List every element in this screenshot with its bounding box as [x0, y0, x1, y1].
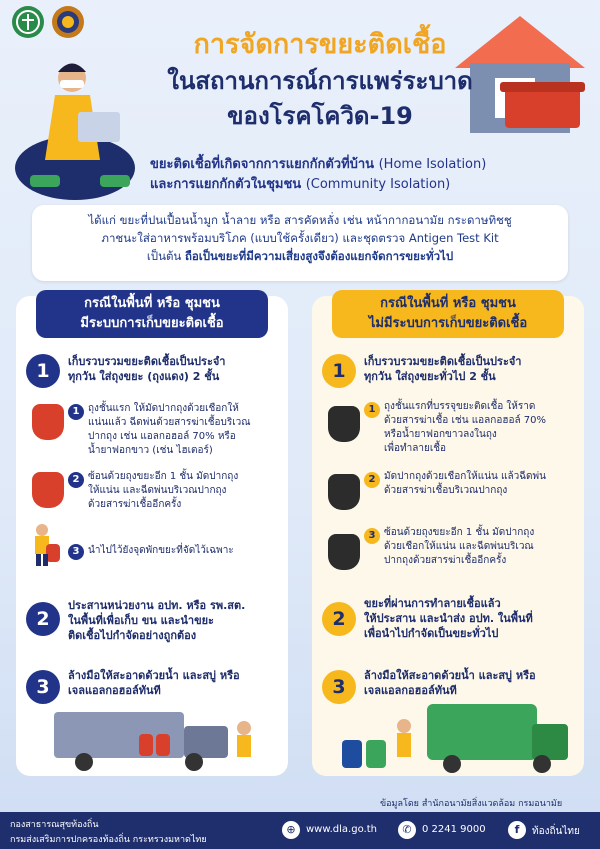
globe-icon: ⊕	[282, 821, 300, 839]
black-bag-icon	[328, 474, 360, 510]
substep-2-text: มัดปากถุงด้วยเชือกให้แน่น แล้วฉีดพ่น ด้วยสารฆ่าเชื้อบริเวณปากถุง	[384, 471, 546, 496]
substep-number: 2	[364, 472, 380, 488]
website-link[interactable]: www.dla.go.th	[306, 824, 377, 835]
substep-1-text: ถุงชั้นแรก ให้มัดปากถุงด้วยเชือกให้ แน่นแล้ว ฉีดพ่นด้วยสารฆ่าเชื้อบริเวณ ปากถุง เช่น แอลกอฮอล์ 70% หรือ น้ำยาฟอกขาว (เช่น ไฮเตอร์)	[88, 403, 251, 456]
intro-line-2: ภาชนะใส่อาหารพร้อมบริโภค (แบบใช้ครั้งเดียว) และชุดตรวจ Antigen Test Kit	[101, 231, 499, 245]
column-heading: กรณีในพื้นที่ หรือ ชุมชน ไม่มีระบบการเก็บขยะติดเชื้อ	[332, 290, 564, 338]
step-1-text: เก็บรวบรวมขยะติดเชื้อเป็นประจำ ทุกวัน ใส่ถุงขยะ (ถุงแดง) 2 ชั้น	[68, 355, 226, 383]
step-3-text: ล้างมือให้สะอาดด้วยน้ำ และสบู่ หรือ เจลแอลกอฮอล์ทันที	[364, 669, 536, 697]
footer-org-2: กรมส่งเสริมการปกครองท้องถิ่น กระทรวงมหาดไทย	[10, 835, 207, 845]
subtitle-community-isolation: และการแยกกักตัวในชุมชน (Community Isolation)	[150, 177, 451, 192]
step-number: 1	[26, 354, 60, 388]
step-2-text: ประสานหน่วยงาน อปท. หรือ รพ.สต. ในพื้นที่เพื่อเก็บ ขน และนำขยะ ติดเชื้อไปกำจัดอย่างถูกต้อง	[68, 599, 246, 642]
garbage-truck-illustration	[44, 708, 264, 774]
step-number: 1	[322, 354, 356, 388]
red-bag-icon	[32, 472, 64, 508]
step-number: 3	[322, 670, 356, 704]
step-number: 2	[26, 602, 60, 636]
substep-3-text: ซ้อนด้วยถุงขยะอีก 1 ชั้น มัดปากถุง ด้วยเชือกให้แน่น และฉีดพ่นบริเวณ ปากถุงด้วยสารฆ่าเชื้ออีกครั้ง	[384, 527, 535, 566]
substep-number: 1	[68, 404, 84, 420]
substep-number: 3	[68, 544, 84, 560]
step-1-text: เก็บรวบรวมขยะติดเชื้อเป็นประจำ ทุกวัน ใส่ถุงขยะทั่วไป 2 ชั้น	[364, 355, 522, 383]
intro-box	[32, 205, 568, 281]
title-line-2: ในสถานการณ์การแพร่ระบาด	[167, 67, 473, 95]
substep-3-text: นำไปไว้ยังจุดพักขยะที่จัดไว้เฉพาะ	[88, 545, 234, 556]
intro-line-1: ได้แก่ ขยะที่ปนเปื้อนน้ำมูก น้ำลาย หรือ สารคัดหลั่ง เช่น หน้ากากอนามัย กระดาษทิชชู	[88, 213, 512, 227]
person-carrying-bag-icon	[28, 522, 64, 568]
phone-number[interactable]: 0 2241 9000	[422, 824, 486, 835]
footer-bar	[0, 812, 600, 849]
green-garbage-truck-illustration	[332, 700, 572, 774]
title-line-1: การจัดการขยะติดเชื้อ	[193, 29, 447, 60]
subtitle-home-isolation: ขยะติดเชื้อที่เกิดจากการแยกกักตัวที่บ้าน (Home Isolation)	[150, 157, 487, 172]
black-bag-spray-icon	[328, 406, 360, 442]
red-bag-icon	[32, 404, 64, 440]
substep-1-text: ถุงชั้นแรกที่บรรจุขยะติดเชื้อ ให้ราด ด้วยสารฆ่าเชื้อ เช่น แอลกอฮอล์ 70% หรือน้ำยาฟอกขาวลงในถุง เพื่อทำลายเชื้อ	[384, 401, 546, 454]
intro-line-3: เป็นต้น ถือเป็นขยะที่มีความเสี่ยงสูงจึงต้องแยกจัดการขยะทั่วไป	[146, 249, 454, 263]
title-line-3: ของโรคโควิด-19	[227, 102, 413, 130]
step-2-text: ขยะที่ผ่านการทำลายเชื้อแล้ว ให้ประสาน และนำส่ง อปท. ในพื้นที่ เพื่อนำไปกำจัดเป็นขยะทั่วไป	[364, 597, 533, 640]
step-number: 3	[26, 670, 60, 704]
step-3-text: ล้างมือให้สะอาดด้วยน้ำ และสบู่ หรือ เจลแอลกอฮอล์ทันที	[68, 669, 240, 697]
credit-text: ข้อมูลโดย สำนักอนามัยสิ่งแวดล้อม กรมอนามัย	[380, 799, 563, 809]
column-without-collection	[312, 296, 584, 776]
step-number: 2	[322, 602, 356, 636]
column-heading: กรณีในพื้นที่ หรือ ชุมชน มีระบบการเก็บขยะติดเชื้อ	[36, 290, 268, 338]
footer-org-1: กองสาธารณสุขท้องถิ่น	[10, 820, 99, 830]
substep-number: 1	[364, 402, 380, 418]
substep-2-text: ซ้อนด้วยถุงขยะอีก 1 ชั้น มัดปากถุง ให้แน่น และฉีดพ่นบริเวณปากถุง ด้วยสารฆ่าเชื้ออีกครั้ง	[88, 471, 239, 510]
facebook-icon: f	[508, 821, 526, 839]
column-with-collection	[16, 296, 288, 776]
black-bag-icon	[328, 534, 360, 570]
phone-icon: ✆	[398, 821, 416, 839]
substep-number: 2	[68, 472, 84, 488]
substep-number: 3	[364, 528, 380, 544]
facebook-link[interactable]: ท้องถิ่นไทย	[532, 826, 580, 837]
